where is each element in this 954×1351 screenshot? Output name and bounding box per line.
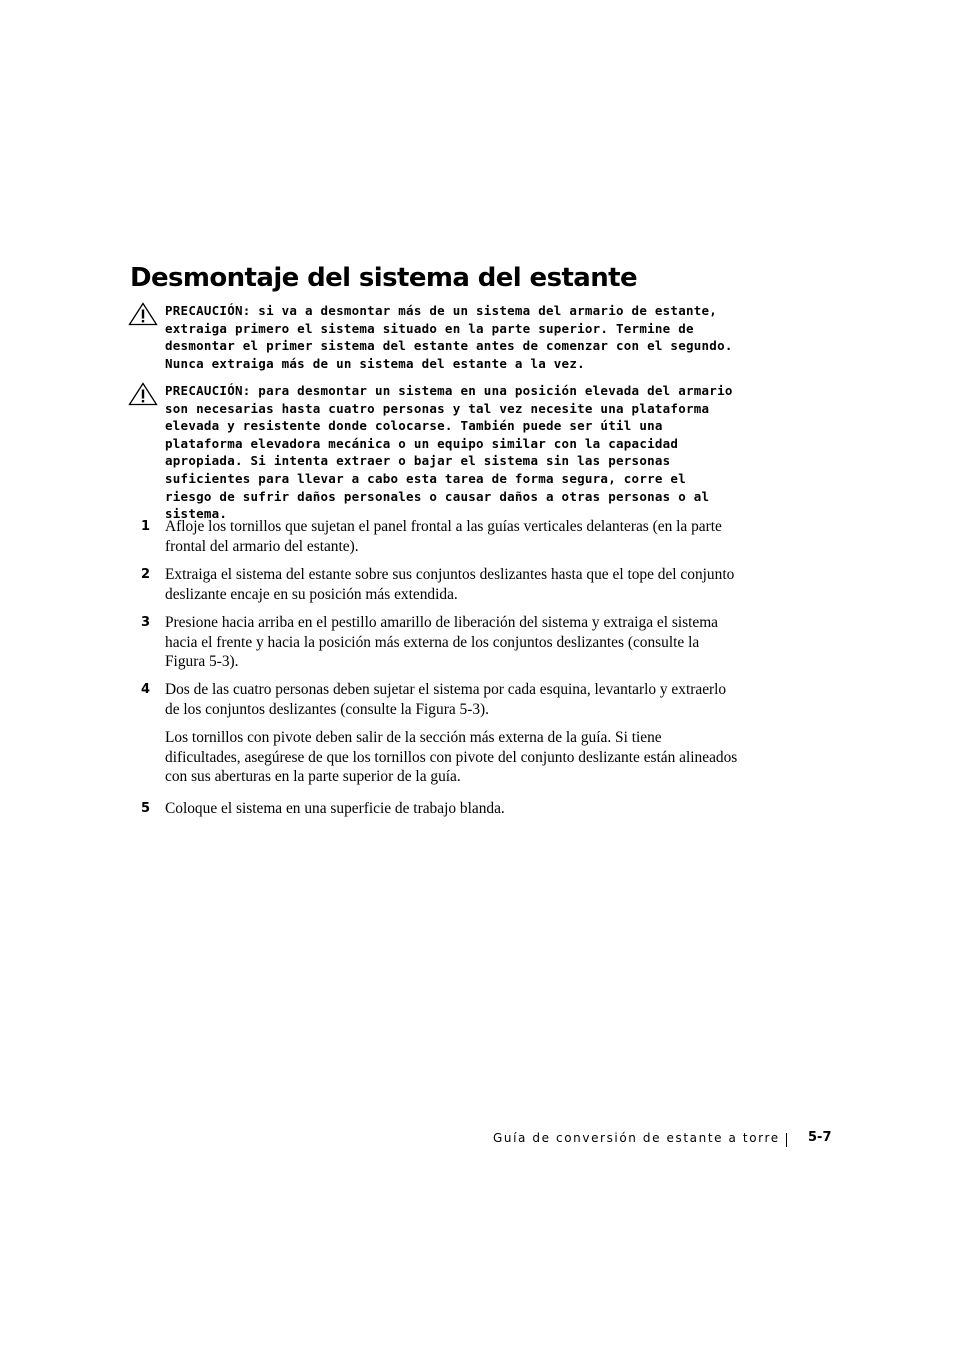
page-title: Desmontaje del sistema del estante (130, 263, 638, 293)
warning-triangle-icon (128, 302, 158, 326)
step-number: 2 (141, 567, 151, 582)
caution-note (128, 382, 738, 523)
step-text: Extraiga el sistema del estante sobre sus conjuntos deslizantes hasta que el tope del conjunto deslizante encaje en su posición más extendida. (165, 566, 735, 603)
step-text: Coloque el sistema en una superficie de trabajo blanda. (165, 800, 505, 817)
list-item (141, 565, 741, 604)
caution-note (128, 302, 738, 372)
list-item (141, 613, 741, 672)
step-number: 5 (141, 801, 151, 816)
step-number: 3 (141, 615, 151, 630)
step-text: Afloje los tornillos que sujetan el panel frontal a las guías verticales delanteras (en la parte frontal del armario del estante). (165, 518, 722, 555)
step-note: Los tornillos con pivote deben salir de la sección más externa de la guía. Si tiene dificultades, asegúrese de que los tornillos con pivote del conjunto deslizante están alineados con sus aberturas en la parte superior de la guía. (165, 729, 738, 786)
page-number: 5-7 (808, 1130, 832, 1145)
footer-divider (786, 1133, 787, 1147)
step-number: 1 (141, 519, 151, 534)
list-item (141, 799, 741, 819)
list-item (141, 517, 741, 556)
warning-triangle-icon (128, 382, 158, 406)
step-number: 4 (141, 682, 151, 697)
step-text: Presione hacia arriba en el pestillo amarillo de liberación del sistema y extraiga el sistema hacia el frente y hacia la posición más externa de los conjuntos deslizantes (consulte la Figura 5-3). (165, 614, 719, 671)
caution-text: PRECAUCIÓN: si va a desmontar más de un sistema del armario de estante, extraiga primero el sistema situado en la parte superior. Termine de desmontar el primer sistema del estante antes de comenzar con el segundo. Nunca extraiga más de un sistema del estante a la vez. (165, 303, 733, 371)
footer-title: Guía de conversión de estante a torre (493, 1131, 780, 1145)
step-text: Dos de las cuatro personas deben sujetar el sistema por cada esquina, levantarlo y extraerlo de los conjuntos deslizantes (consulte la Figura 5-3). (165, 681, 727, 718)
list-item (141, 680, 741, 719)
caution-text: PRECAUCIÓN: para desmontar un sistema en una posición elevada del armario son necesarias hasta cuatro personas y tal vez necesite una plataforma elevada y resistente donde colocarse. También puede ser útil una plataforma elevadora mecánica o un equipo similar con la capacidad apropiada. Si intenta extraer o bajar el sistema sin las personas suficientes para llevar a cabo esta tarea de forma segura, corre el riesgo de sufrir daños personales o causar daños a otras personas o al sistema. (165, 383, 733, 522)
